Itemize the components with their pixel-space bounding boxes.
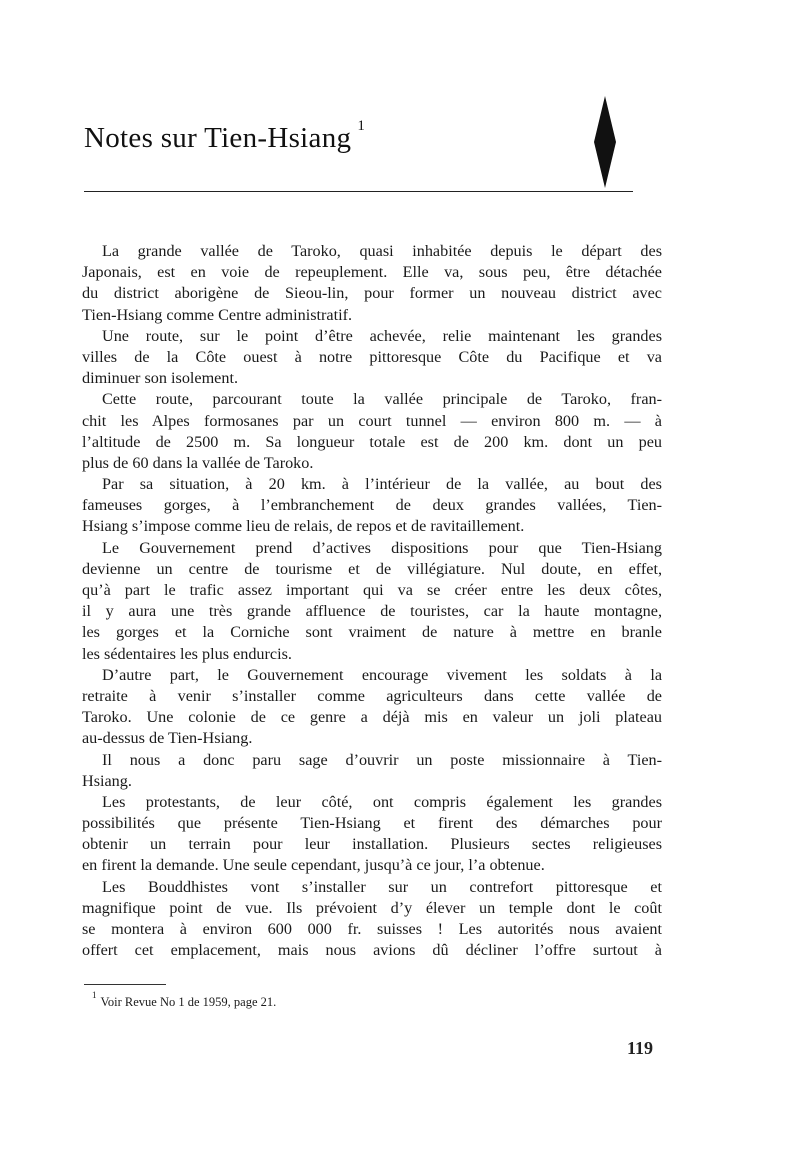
paragraph-line: plus de 60 dans la vallée de Taroko. bbox=[82, 453, 314, 472]
paragraph-line: du district aborigène de Sieou-lin, pour former un nouveau district avec bbox=[82, 284, 662, 303]
paragraph-line: La grande vallée de Taroko, quasi inhabitée depuis le départ des bbox=[102, 242, 662, 260]
paragraph-line: fameuses gorges, à l’embranchement de deux grandes vallées, Tien- bbox=[82, 496, 662, 515]
paragraph-line: les gorges et la Corniche sont vraiment de nature à mettre en branle bbox=[82, 623, 662, 642]
paragraph-line: magnifique point de vue. Ils prévoient d’y élever un temple dont le coût bbox=[82, 898, 662, 917]
paragraph-line: obtenir un terrain pour leur installation. Plusieurs sectes religieuses bbox=[82, 835, 662, 854]
page-title bbox=[84, 118, 366, 155]
paragraph-line: l’altitude de 2500 m. Sa longueur totale est de 200 km. dont un peu bbox=[82, 432, 662, 451]
diamond-ornament-icon bbox=[594, 96, 616, 188]
paragraph-line: Le Gouvernement prend d’actives dispositions pour que Tien-Hsiang bbox=[102, 538, 662, 557]
paragraph-line: Hsiang. bbox=[82, 771, 132, 790]
paragraph-line: en firent la demande. Une seule cependant, jusqu’à ce jour, l’a obtenue. bbox=[82, 856, 545, 875]
paragraph-line: offert cet emplacement, mais nous avions dû décliner l’offre surtout à bbox=[82, 941, 662, 960]
paragraph-line: se montera à environ 600 000 fr. suisses ! Les autorités nous avaient bbox=[82, 920, 662, 938]
paragraph-line: D’autre part, le Gouvernement encourage vivement les soldats à la bbox=[102, 665, 662, 684]
footnote-text: Voir Revue No 1 de 1959, page 21. bbox=[100, 995, 277, 1010]
page-title-text: Notes sur Tien-Hsiang bbox=[84, 122, 352, 154]
article-body bbox=[82, 241, 662, 961]
footnote-marker: 1 bbox=[92, 990, 97, 1000]
paragraph-line: Une route, sur le point d’être achevée, relie maintenant les grandes bbox=[102, 326, 662, 345]
paragraph-line: qu’à part le trafic assez important qui va se créer entre les deux côtes, bbox=[82, 581, 662, 599]
paragraph-line: retraite à venir s’installer comme agriculteurs dans cette vallée de bbox=[82, 686, 662, 705]
paragraph-line: possibilités que présente Tien-Hsiang et firent des démarches pour bbox=[82, 814, 662, 833]
paragraph-line: devienne un centre de tourisme et de villégiature. Nul doute, en effet, bbox=[82, 559, 662, 578]
title-footnote-marker: 1 bbox=[357, 118, 366, 135]
paragraph-line: Tien-Hsiang comme Centre administratif. bbox=[82, 305, 353, 324]
paragraph-line: villes de la Côte ouest à notre pittoresque Côte du Pacifique et va bbox=[82, 347, 662, 366]
page-number: 119 bbox=[627, 1038, 654, 1058]
title-rule bbox=[84, 191, 633, 192]
paragraph-line: Taroko. Une colonie de ce genre a déjà mis en valeur un joli plateau bbox=[82, 708, 662, 727]
paragraph-line: les sédentaires les plus endurcis. bbox=[82, 644, 292, 663]
paragraph-line: Hsiang s’impose comme lieu de relais, de repos et de ravitaillement. bbox=[82, 517, 525, 536]
paragraph-line: Cette route, parcourant toute la vallée principale de Taroko, fran- bbox=[102, 390, 662, 409]
paragraph-line: Il nous a donc paru sage d’ouvrir un poste missionnaire à Tien- bbox=[102, 750, 662, 769]
paragraph-line: Les protestants, de leur côté, ont compris également les grandes bbox=[102, 792, 662, 811]
paragraph-line: il y aura une très grande affluence de touristes, car la haute montagne, bbox=[82, 602, 662, 621]
paragraph-line: au-dessus de Tien-Hsiang. bbox=[82, 729, 253, 748]
paragraph-line: Les Bouddhistes vont s’installer sur un contrefort pittoresque et bbox=[102, 877, 662, 896]
paragraph-line: Japonais, est en voie de repeuplement. Elle va, sous peu, être détachée bbox=[82, 263, 662, 282]
paragraph-line: diminuer son isolement. bbox=[82, 369, 239, 388]
paragraph-line: chit les Alpes formosanes par un court tunnel — environ 800 m. — à bbox=[82, 411, 662, 430]
paragraph-line: Par sa situation, à 20 km. à l’intérieur de la vallée, au bout des bbox=[102, 475, 662, 494]
footnote-rule bbox=[84, 984, 166, 985]
footnote bbox=[92, 990, 277, 1010]
